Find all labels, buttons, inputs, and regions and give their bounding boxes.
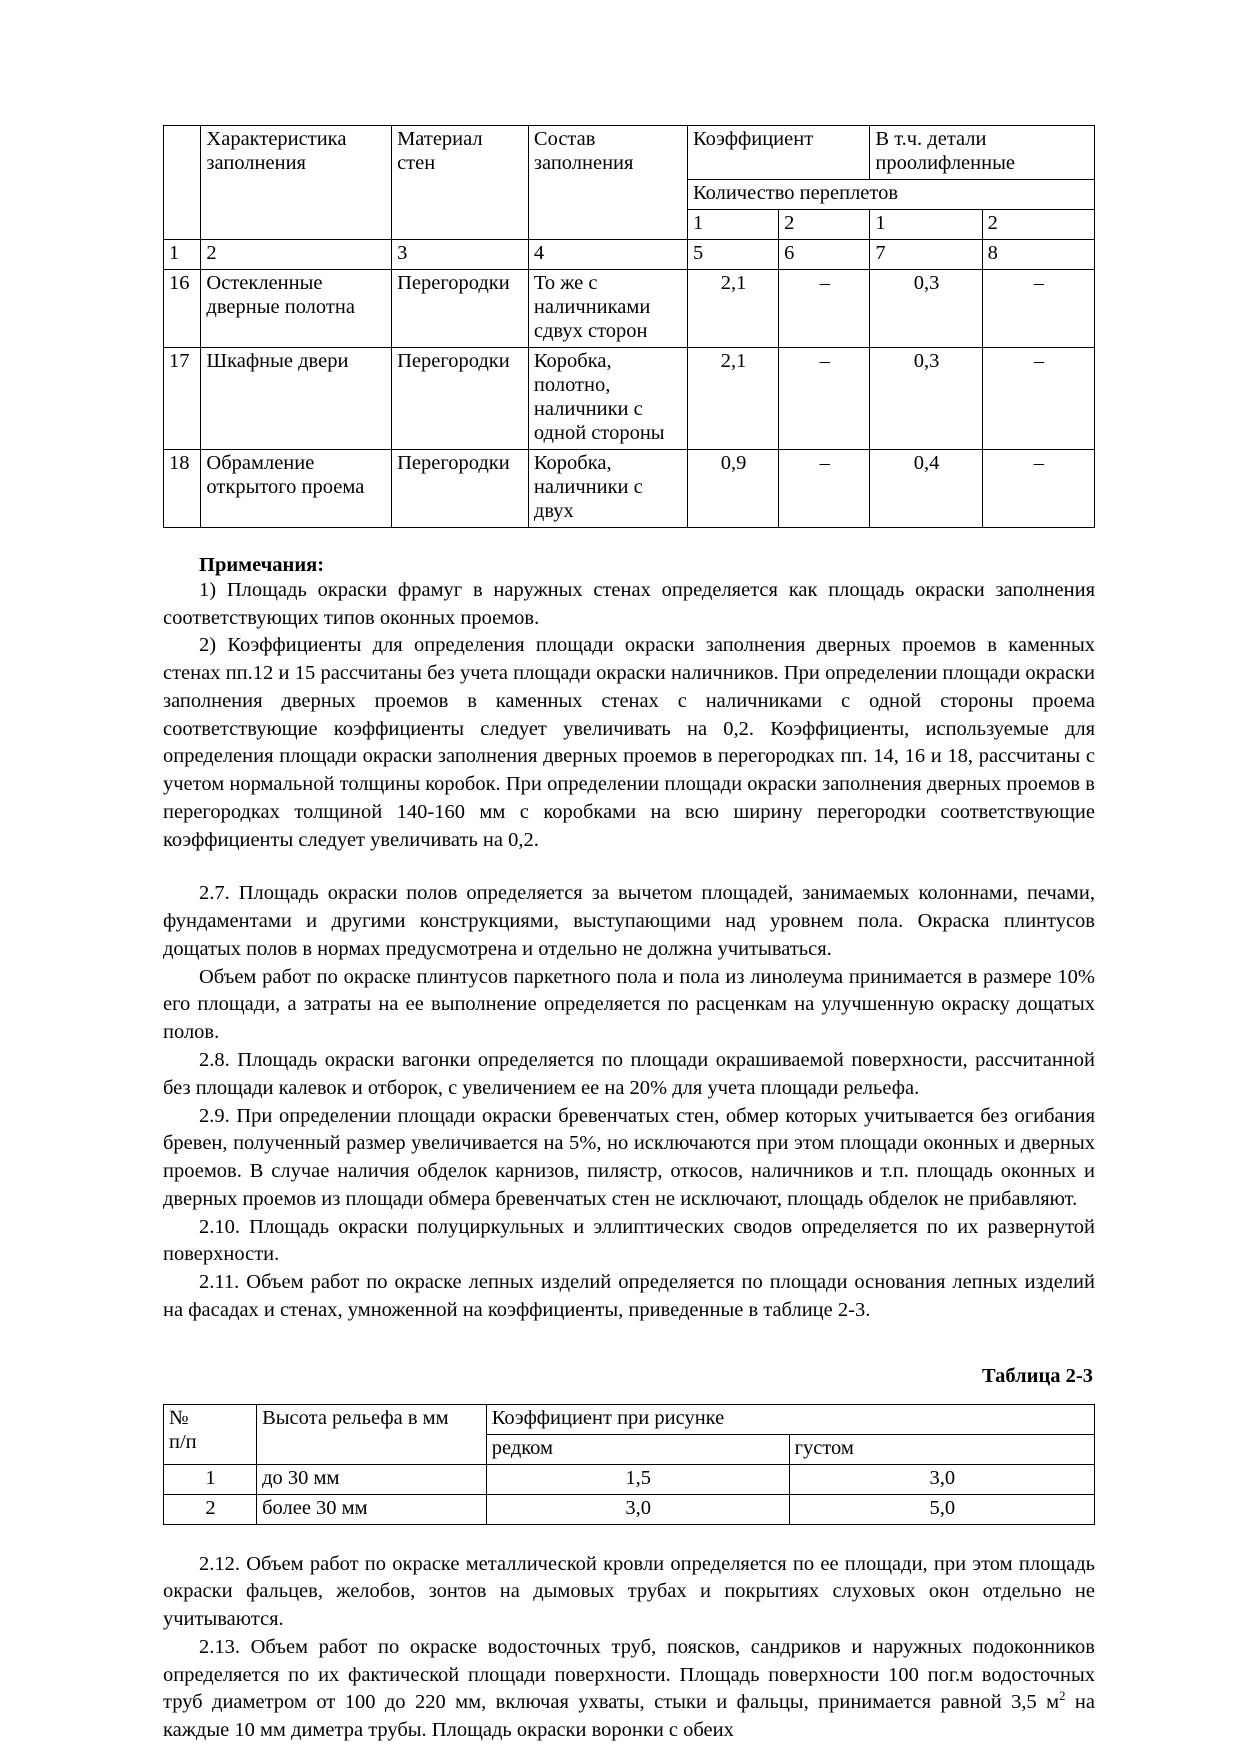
header-cell-relief-height: Высота рельефа в мм xyxy=(257,1404,487,1464)
square-meter-superscript: 2 xyxy=(1059,1689,1066,1704)
colnum-3: 3 xyxy=(392,239,529,269)
row-material: Перегородки xyxy=(392,449,529,527)
header-cell-material: Материал стен xyxy=(392,126,529,240)
header-cell-sparse: редком xyxy=(486,1434,789,1464)
colnum-4: 4 xyxy=(528,239,687,269)
spacer xyxy=(163,1325,1095,1365)
header-cell-detail-oiled: В т.ч. детали проолифленные xyxy=(870,126,1095,180)
row2-no: 1 xyxy=(164,1464,257,1494)
header-cell-dense: густом xyxy=(789,1434,1094,1464)
colnum-5: 5 xyxy=(687,239,778,269)
clause-2-11: 2.11. Объем работ по окраске лепных изделий определяется по площади основания лепных изделий на фасадах и стенах, умноженной на коэффициенты, приведенные в таблице 2-3. xyxy=(163,1271,1095,1321)
clause-2-13 xyxy=(163,1634,1095,1745)
coefficients-table xyxy=(163,125,1095,528)
header-cell-blank xyxy=(164,126,201,240)
table-header-row-1 xyxy=(164,126,1095,180)
row-number: 18 xyxy=(164,449,201,527)
row-material: Перегородки xyxy=(392,347,529,449)
colnum-1: 1 xyxy=(164,239,201,269)
header-cell-characteristic: Характеристика заполнения xyxy=(201,126,392,240)
row2-dense: 5,0 xyxy=(789,1494,1094,1524)
row-d2: – xyxy=(982,269,1094,347)
row2-dense: 3,0 xyxy=(789,1464,1094,1494)
spacer xyxy=(163,528,1095,554)
clause-2-12: 2.12. Объем работ по окраске металлической кровли определяется по ее площади, при этом площадь окраски фальцев, желобов, зонтов на дымовых трубах и покрытиях слуховых окон отдельно не учитываются. xyxy=(163,1552,1095,1631)
row-k2: – xyxy=(779,449,870,527)
row-number: 17 xyxy=(164,347,201,449)
notes-heading: Примечания: xyxy=(199,553,325,576)
row2-no: 2 xyxy=(164,1494,257,1524)
row2-height: до 30 мм xyxy=(257,1464,487,1494)
table-row xyxy=(164,1464,1095,1494)
clause-2-10: 2.10. Площадь окраски полуциркульных и эллиптических сводов определяется по их развернутой поверхности. xyxy=(163,1215,1095,1266)
row-composition: Коробка, наличники с двух xyxy=(528,449,687,527)
row-k1: 0,9 xyxy=(687,449,778,527)
row-characteristic: Остекленные дверные полотна xyxy=(201,269,392,347)
header-subcell-4: 2 xyxy=(982,209,1094,239)
row2-height: более 30 мм xyxy=(257,1494,487,1524)
colnum-8: 8 xyxy=(982,239,1094,269)
header-cell-coefficient-pattern: Коэффициент при рисунке xyxy=(486,1404,1094,1434)
header-subcell-1: 1 xyxy=(687,209,778,239)
header-cell-composition: Состав заполнения xyxy=(528,126,687,240)
row-k2: – xyxy=(779,269,870,347)
spacer xyxy=(163,1525,1095,1551)
row-d2: – xyxy=(982,347,1094,449)
spacer xyxy=(163,854,1095,880)
table-2-3-caption: Таблица 2-3 xyxy=(982,1364,1093,1387)
clause-2-8: 2.8. Площадь окраски вагонки определяется по площади окрашиваемой поверхности, рассчитанной без площади калевок и отборок, с увеличением ее на 20% для учета площади рельефа. xyxy=(163,1049,1095,1099)
note-item-1: 1) Площадь окраски фрамуг в наружных стенах определяется как площадь окраски заполнения соответствующих типов оконных проемов. xyxy=(163,578,1095,629)
row-characteristic: Шкафные двери xyxy=(201,347,392,449)
colnum-6: 6 xyxy=(779,239,870,269)
header-no-line2: п/п xyxy=(169,1430,197,1453)
table2-header-row-1 xyxy=(164,1404,1095,1434)
row-composition: То же с наличниками сдвух сторон xyxy=(528,269,687,347)
row-material: Перегородки xyxy=(392,269,529,347)
header-cell-sash-count: Количество переплетов xyxy=(687,179,1094,209)
row-d1: 0,3 xyxy=(870,347,982,449)
row-k2: – xyxy=(779,347,870,449)
colnum-2: 2 xyxy=(201,239,392,269)
row-k1: 2,1 xyxy=(687,347,778,449)
row-characteristic: Обрамление открытого проема xyxy=(201,449,392,527)
clause-2-7-a: 2.7. Площадь окраски полов определяется за вычетом площадей, занимаемых колоннами, печами, фундаментами и другими конструкциями, выступающими над уровнем пола. Окраска плинтусов дощатых полов в нормах предусмотрена и отдельно не должна учитываться. xyxy=(163,882,1095,960)
clause-2-7-b: Объем работ по окраске плинтусов паркетного пола и пола из линолеума принимается в размере 10% его площади, а затраты на ее выполнение определяется по расценкам на улучшенную окраску дощатых полов. xyxy=(163,965,1095,1044)
clause-2-13-text-b: на каждые 10 мм диметра трубы. Площадь окраски воронки с обеих xyxy=(163,1691,1095,1742)
clause-2-13-text-a: 2.13. Объем работ по окраске водосточных труб, поясков, сандриков и наружных подоконников определяется по их фактической площади поверхности. Площадь поверхности 100 пог.м водосточных труб диаметром от 100 до 220 мм, включая ухваты, стыки и фальцы, принимается равной 3,5 м xyxy=(163,1635,1095,1714)
header-cell-coefficient: Коэффициент xyxy=(687,126,869,180)
table-row xyxy=(164,347,1095,449)
row-d2: – xyxy=(982,449,1094,527)
header-subcell-3: 1 xyxy=(870,209,982,239)
row-number: 16 xyxy=(164,269,201,347)
colnum-7: 7 xyxy=(870,239,982,269)
row-composition: Коробка, полотно, наличники с одной стороны xyxy=(528,347,687,449)
clause-2-9: 2.9. При определении площади окраски бревенчатых стен, обмер которых учитывается без огибания бревен, полученный размер увеличивается на 5%, но исключаются при этом площади оконных и дверных проемов. В случае наличия обделок карнизов, пилястр, откосов, наличников и т.п. площадь оконных и дверных проемов из площади обмера бревенчатых стен не исключают, площадь обделок не прибавляют. xyxy=(163,1104,1095,1210)
row-d1: 0,4 xyxy=(870,449,982,527)
table-row xyxy=(164,1494,1095,1524)
table-column-numbering-row xyxy=(164,239,1095,269)
relief-coefficients-table xyxy=(163,1404,1095,1525)
note-item-2: 2) Коэффициенты для определения площади окраски заполнения дверных проемов в каменных стенах пп.12 и 15 рассчитаны без учета площади окраски наличников. При определении площади окраски заполнения дверных проемов в каменных стенах с наличниками с одной стороны проема соответствующие коэффициенты следует увеличивать на 0,2. Коэффициенты, используемые для определения площади окраски заполнения дверных проемов в перегородках пп. 14, 16 и 18, рассчитаны с учетом нормальной толщины коробок. При определении площади окраски заполнения дверных проемов в перегородках толщиной 140-160 мм с коробками на всю ширину перегородки соответствующие коэффициенты следует увеличивать на 0,2. xyxy=(163,634,1095,851)
row-k1: 2,1 xyxy=(687,269,778,347)
row2-sparse: 1,5 xyxy=(486,1464,789,1494)
row2-sparse: 3,0 xyxy=(486,1494,789,1524)
spacer xyxy=(163,1388,1095,1404)
header-subcell-2: 2 xyxy=(779,209,870,239)
header-cell-no xyxy=(164,1404,257,1464)
table-row xyxy=(164,449,1095,527)
row-d1: 0,3 xyxy=(870,269,982,347)
table-row xyxy=(164,269,1095,347)
header-no-line1: № xyxy=(169,1406,189,1429)
